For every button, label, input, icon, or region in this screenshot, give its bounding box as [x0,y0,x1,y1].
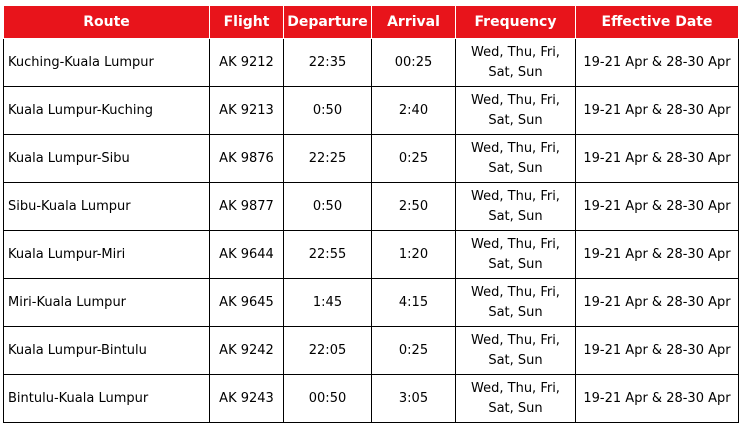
arrival-cell: 2:40 [372,87,456,135]
frequency-cell [456,183,576,231]
header-arrival: Arrival [372,6,456,39]
effective-date-cell: 19-21 Apr & 28-30 Apr [576,231,739,279]
frequency-line-2: Sat, Sun [488,64,543,80]
flight-cell: AK 9645 [210,279,284,327]
departure-cell: 0:50 [284,183,372,231]
table-row [4,327,739,375]
table-row [4,87,739,135]
header-route: Route [4,6,210,39]
flight-cell: AK 9877 [210,183,284,231]
frequency-line-2: Sat, Sun [488,304,543,320]
flight-cell: AK 9212 [210,39,284,87]
route-cell: Bintulu-Kuala Lumpur [4,375,210,423]
table-row [4,183,739,231]
frequency-line-2: Sat, Sun [488,160,543,176]
route-cell: Sibu-Kuala Lumpur [4,183,210,231]
arrival-cell: 3:05 [372,375,456,423]
departure-cell: 22:05 [284,327,372,375]
frequency-line-2: Sat, Sun [488,256,543,272]
frequency-cell [456,231,576,279]
effective-date-cell: 19-21 Apr & 28-30 Apr [576,375,739,423]
effective-date-cell: 19-21 Apr & 28-30 Apr [576,327,739,375]
frequency-line-1: Wed, Thu, Fri, [471,140,560,156]
effective-date-cell: 19-21 Apr & 28-30 Apr [576,39,739,87]
route-cell: Kuala Lumpur-Bintulu [4,327,210,375]
flight-cell: AK 9644 [210,231,284,279]
frequency-cell [456,327,576,375]
table-row [4,135,739,183]
flight-schedule-container [3,5,738,423]
frequency-cell [456,375,576,423]
arrival-cell: 0:25 [372,135,456,183]
route-cell: Kuala Lumpur-Kuching [4,87,210,135]
frequency-cell [456,135,576,183]
arrival-cell: 2:50 [372,183,456,231]
table-row [4,231,739,279]
frequency-line-2: Sat, Sun [488,352,543,368]
table-row [4,279,739,327]
departure-cell: 0:50 [284,87,372,135]
frequency-cell [456,39,576,87]
frequency-cell [456,87,576,135]
frequency-line-1: Wed, Thu, Fri, [471,44,560,60]
departure-cell: 1:45 [284,279,372,327]
flight-cell: AK 9242 [210,327,284,375]
header-departure: Departure [284,6,372,39]
table-row [4,39,739,87]
effective-date-cell: 19-21 Apr & 28-30 Apr [576,135,739,183]
flight-cell: AK 9213 [210,87,284,135]
frequency-line-1: Wed, Thu, Fri, [471,332,560,348]
header-frequency: Frequency [456,6,576,39]
arrival-cell: 0:25 [372,327,456,375]
arrival-cell: 4:15 [372,279,456,327]
flight-cell: AK 9876 [210,135,284,183]
effective-date-cell: 19-21 Apr & 28-30 Apr [576,183,739,231]
table-row [4,375,739,423]
frequency-line-2: Sat, Sun [488,400,543,416]
route-cell: Kuching-Kuala Lumpur [4,39,210,87]
frequency-line-2: Sat, Sun [488,208,543,224]
table-header-row [4,6,739,39]
route-cell: Kuala Lumpur-Miri [4,231,210,279]
departure-cell: 22:55 [284,231,372,279]
flight-cell: AK 9243 [210,375,284,423]
frequency-line-1: Wed, Thu, Fri, [471,92,560,108]
departure-cell: 22:35 [284,39,372,87]
frequency-line-1: Wed, Thu, Fri, [471,236,560,252]
frequency-line-1: Wed, Thu, Fri, [471,188,560,204]
header-effective-date: Effective Date [576,6,739,39]
route-cell: Miri-Kuala Lumpur [4,279,210,327]
frequency-line-1: Wed, Thu, Fri, [471,284,560,300]
route-cell: Kuala Lumpur-Sibu [4,135,210,183]
header-flight: Flight [210,6,284,39]
frequency-line-2: Sat, Sun [488,112,543,128]
frequency-line-1: Wed, Thu, Fri, [471,380,560,396]
flight-schedule-table [3,5,739,423]
departure-cell: 22:25 [284,135,372,183]
effective-date-cell: 19-21 Apr & 28-30 Apr [576,87,739,135]
arrival-cell: 1:20 [372,231,456,279]
effective-date-cell: 19-21 Apr & 28-30 Apr [576,279,739,327]
arrival-cell: 00:25 [372,39,456,87]
frequency-cell [456,279,576,327]
departure-cell: 00:50 [284,375,372,423]
